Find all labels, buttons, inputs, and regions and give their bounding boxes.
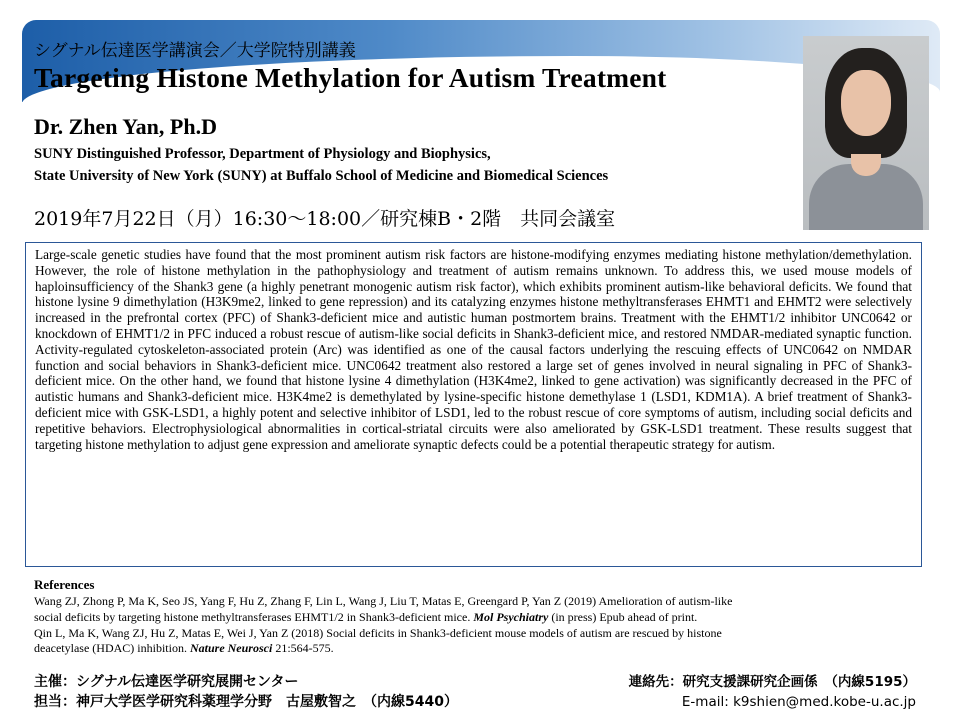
host-line: 主催：シグナル伝達医学研究展開センター: [34, 674, 299, 690]
abstract-text: Large-scale genetic studies have found that the most prominent autism risk factors are histone-modifying enzymes mediating histone methylation/demethylation. However, the role of histone methylation in the pathophysiology and treatment of autism remains unknown. To address this, we used mouse models of haploinsufficiency of the Shank3 gene (a highly penetrant monogenic autism risk factor), which exhibits prominent autism-like behavioral deficits. We found that histone lysine 9 dimethylation (H3K9me2, linked to gene repression) and its catalyzing enzymes histone methyltransferases EHMT1 and EHMT2 were selectively increased in the prefrontal cortex (PFC) of Shank3-deficient mice and autistic human postmortem brains. Treatment with the EHMT1/2 inhibitor UNC0642 or knockdown of EHMT1/2 in PFC induced a robust rescue of autism-like social deficits in Shank3-deficient mice, and restored NMDAR-mediated synaptic function. Activity-regulated cytoskeleton-associated protein (Arc) was identified as one of the causal factors underlying the rescuing effects of UNC0642 on NMDAR function and social behaviors in Shank3-deficient mice. UNC0642 treatment also restored a large set of genes involved in neural signaling in PFC of Shank3-deficient mice. On the other hand, we found that histone lysine 4 dimethylation (H3K4me2, linked to gene activation) was significantly decreased in the PFC of autistic humans and Shank3-deficient mice. H3K4me2 is demethylated by lysine-specific histone demethylase 1 (LSD1, KDM1A). A brief treatment of Shank3-deficient mice with GSK-LSD1, a highly potent and selective inhibitor of LSD1, led to the robust rescue of core symptoms of autism, including social deficits and repetitive behaviors. Electrophysiological abnormalities in cortical-striatal circuits were also ameliorated by GSK-LSD1 treatment. These results suggest that targeting histone methylation to adjust gene expression and ameliorate synaptic defects could be a potential therapeutic strategy for autism.: [35, 247, 912, 452]
contact-line: 連絡先：研究支援課研究企画係 （内線5195）: [628, 674, 916, 690]
datetime-venue: 2019年7月22日（月）16:30～18:00／研究棟B・2階 共同会議室: [34, 208, 616, 230]
reference-1-line-1: Wang ZJ, Zhong P, Ma K, Seo JS, Yang F, Hu Z, Zhang F, Lin L, Wang J, Liu T, Matas E, Greengard P, Yan Z (2019) Amelioration of autism-like: [34, 594, 733, 608]
email-line: E-mail: k9shien@med.kobe-u.ac.jp: [681, 694, 916, 710]
abstract-box: [25, 242, 922, 567]
reference-2-line-2: [34, 641, 914, 657]
speaker-photo: [803, 36, 929, 230]
reference-1-journal: Mol Psychiatry: [473, 609, 549, 624]
reference-1-line-2: [34, 610, 914, 626]
reference-1-text: social deficits by targeting histone methyltransferases EHMT1/2 in Shank3-deficient mice.: [34, 609, 474, 624]
speaker-affiliation-line1: SUNY Distinguished Professor, Department of Physiology and Biophysics,: [34, 146, 491, 162]
speaker-affiliation-line2: State University of New York (SUNY) at Buffalo School of Medicine and Biomedical Sciences: [34, 168, 609, 184]
reference-1-suffix: (in press) Epub ahead of print.: [548, 609, 698, 624]
footer-contact-info: [629, 672, 916, 712]
reference-2-text: deacetylase (HDAC) inhibition.: [34, 641, 190, 656]
reference-2-line-1: Qin L, Ma K, Wang ZJ, Hu Z, Matas E, Wei J, Yan Z (2018) Social deficits in Shank3-deficient mouse models of autism are rescued by histone: [34, 625, 722, 640]
organizer-line: [34, 692, 458, 712]
photo-face: [841, 70, 891, 136]
talk-title: Targeting Histone Methylation for Autism Treatment: [34, 62, 667, 93]
organizer-label: 担当：神戸大学医学研究科薬理学分野: [34, 694, 286, 710]
reference-2-suffix: 21:564-575.: [272, 641, 334, 656]
footer-host-info: [34, 672, 458, 712]
references-heading: References: [34, 577, 95, 592]
speaker-name: Dr. Zhen Yan, Ph.D: [34, 114, 217, 139]
event-series: シグナル伝達医学講演会／大学院特別講義: [34, 41, 356, 61]
organizer-name: 古屋敷智之 （内線5440）: [286, 694, 458, 710]
references-section: [34, 577, 914, 657]
reference-2-journal: Nature Neurosci: [189, 641, 273, 656]
